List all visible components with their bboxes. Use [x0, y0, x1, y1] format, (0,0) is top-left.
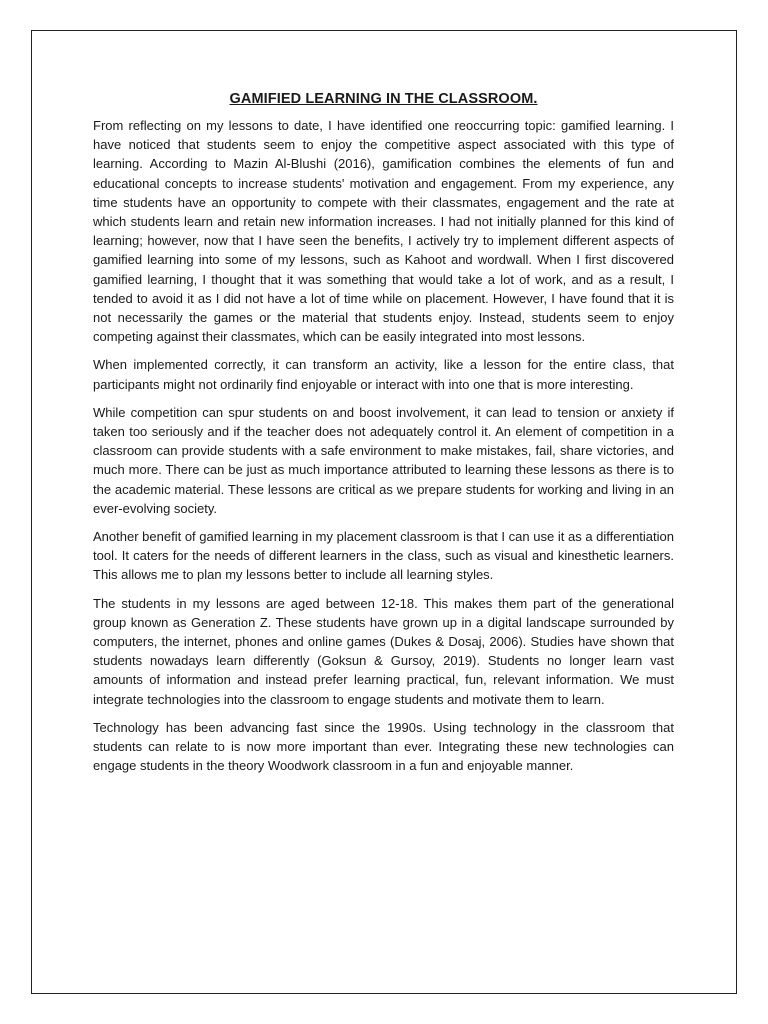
- document-title: GAMIFIED LEARNING IN THE CLASSROOM.: [229, 91, 538, 107]
- paragraph-4: Another benefit of gamified learning in my placement classroom is that I can use it as a differentiation tool. It caters for the needs of different learners in the class, such as visual and kinesthetic learners. This allows me to plan my lessons better to include all learning styles.: [93, 529, 674, 583]
- paragraph-3: While competition can spur students on and boost involvement, it can lead to tension or anxiety if taken too seriously and if the teacher does not adequately control it. An element of competition in a classroom can provide students with a safe environment to make mistakes, fail, share victories, and much more. There can be just as much importance attributed to learning these lessons as there is to the academic material. These lessons are critical as we prepare students for working and living in an ever-evolving society.: [93, 404, 674, 516]
- document-body: [93, 88, 674, 785]
- paragraph-1: From reflecting on my lessons to date, I have identified one reoccurring topic: gamified learning. I have noticed that students seem to enjoy the competitive aspect associated with this type of learning. According to Mazin Al-Blushi (2016), gamification combines the elements of fun and educational concepts to increase students' motivation and engagement. From my experience, any time students have an opportunity to compete with their classmates, engagement and the rate at which students learn and retain new information increases. I had not initially planned for this kind of learning; however, now that I have seen the benefits, I actively try to implement different aspects of gamified learning into some of my lessons, such as Kahoot and wordwall. When I first discovered gamified learning, I thought that it was something that would take a lot of work, and as a result, I tended to avoid it as I did not have a lot of time while on placement. However, I have found that it is not necessarily the games or the material that students enjoy. Instead, students seem to enjoy competing against their classmates, which can be easily integrated into most lessons.: [93, 118, 674, 345]
- paragraph-6: Technology has been advancing fast since the 1990s. Using technology in the classroom that students can relate to is now more important than ever. Integrating these new technologies can engage students in the theory Woodwork classroom in a fun and enjoyable manner.: [93, 719, 674, 774]
- paragraph-2: When implemented correctly, it can transform an activity, like a lesson for the entire class, that participants might not ordinarily find enjoyable or interact with into one that is more interesting.: [93, 357, 674, 392]
- paragraph-5: The students in my lessons are aged between 12-18. This makes them part of the generational group known as Generation Z. These students have grown up in a digital landscape surrounded by computers, the internet, phones and online games (Dukes & Dosaj, 2006). Studies have shown that students nowadays learn differently (Goksun & Gursoy, 2019). Students no longer learn vast amounts of information and instead prefer learning practical, fun, relevant information. We must integrate technologies into the classroom to engage students and motivate them to learn.: [93, 595, 674, 707]
